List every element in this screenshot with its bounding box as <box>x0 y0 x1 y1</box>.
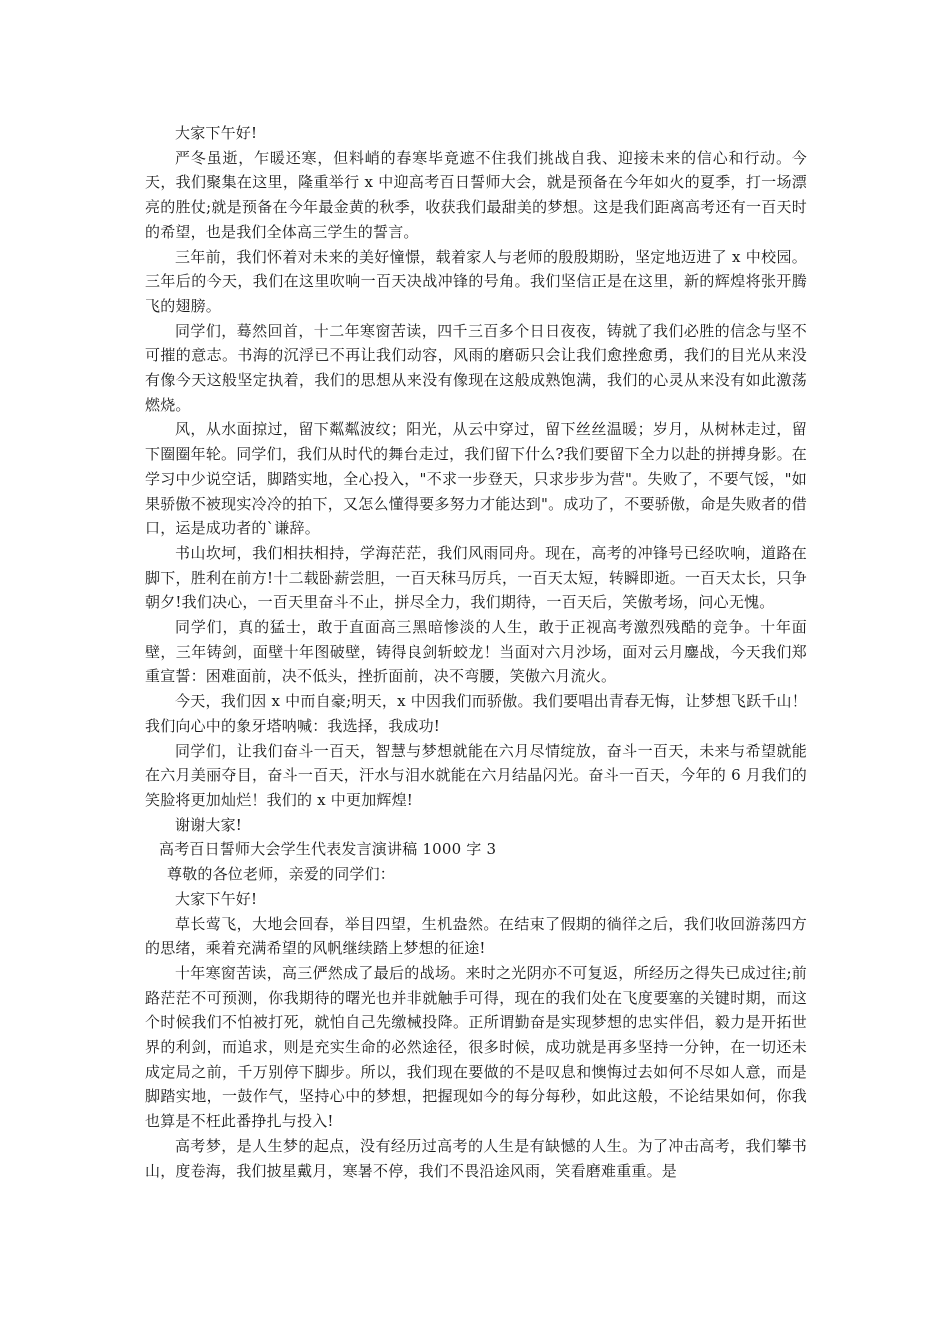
body-paragraph: 今天，我们因 x 中而自豪;明天，x 中因我们而骄傲。我们要唱出青春无悔，让梦想飞跃千山！我们向心中的象牙塔呐喊：我选择，我成功! <box>145 692 807 735</box>
greeting-paragraph: 大家下午好! <box>175 124 258 142</box>
body-paragraph: 草长莺飞，大地会回春，举目四望，生机盎然。在结束了假期的徜徉之后，我们收回游荡四方的思绪，乘着充满希望的风帆继续踏上梦想的征途! <box>145 914 807 958</box>
body-paragraph: 同学们，让我们奋斗一百天，智慧与梦想就能在六月尽情绽放，奋斗一百天，未来与希望就能在六月美丽夺目，奋斗一百天，汗水与泪水就能在六月结晶闪光。奋斗一百天，今年的 6 月我们的笑脸将更加灿烂！我们的 x 中更加辉煌! <box>145 741 807 809</box>
body-paragraph: 同学们，真的猛士，敢于直面高三黑暗惨淡的人生，敢于正视高考激烈残酷的竞争。十年面壁，三年铸剑，面壁十年图破壁，铸得良剑斩蛟龙！当面对六月沙场，面对云月鏖战，今天我们郑重宣誓：困难面前，决不低头，挫折面前，决不弯腰，笑傲六月流火。 <box>145 618 807 686</box>
body-paragraph: 三年前，我们怀着对未来的美好憧憬，载着家人与老师的殷殷期盼，坚定地迈进了 x 中校园。三年后的今天，我们在这里吹响一百天决战冲锋的号角。我们坚信正是在这里，新的辉煌将张开腾飞的翅膀。 <box>145 247 807 315</box>
document-page <box>145 121 807 1183</box>
body-paragraph: 同学们，蓦然回首，十二年寒窗苦读，四千三百多个日日夜夜，铸就了我们必胜的信念与坚不可摧的意志。书海的沉浮已不再让我们动容，风雨的磨砺只会让我们愈挫愈勇，我们的目光从来没有像今天这般坚定执着，我们的思想从来没有像现在这般成熟饱满，我们的心灵从来没有如此激荡燃烧。 <box>145 321 807 414</box>
section-title: 高考百日誓师大会学生代表发言演讲稿 1000 字 3 <box>159 840 497 859</box>
body-paragraph: 十年寒窗苦读，高三俨然成了最后的战场。来时之光阴亦不可复返，所经历之得失已成过往;前路茫茫不可预测，你我期待的曙光也并非就触手可得，现在的我们处在飞度要塞的关键时期，而这个时候我们不怕被打死，就怕自己先缴械投降。正所谓勤奋是实现梦想的忠实伴侣，毅力是开拓世界的利剑，而追求，则是充实生命的必然途径，很多时候，成功就是再多坚持一分钟，在一切还未成定局之前，千万别停下脚步。所以，我们现在要做的不是叹息和懊悔过去如何不尽如人意，而是脚踏实地，一鼓作气，坚持心中的梦想，把握现如今的每分每秒，如此这般，不论结果如何，你我也算是不枉此番挣扎与投入! <box>145 963 807 1131</box>
body-paragraph: 书山坎坷，我们相扶相持，学海茫茫，我们风雨同舟。现在，高考的冲锋号已经吹响，道路在脚下，胜利在前方!十二载卧薪尝胆，一百天秣马厉兵，一百天太短，转瞬即逝。一百天太长，只争朝夕!我们决心，一百天里奋斗不止，拼尽全力，我们期待，一百天后，笑傲考场，问心无愧。 <box>145 543 807 612</box>
salutation: 尊敬的各位老师，亲爱的同学们： <box>167 865 396 884</box>
body-paragraph: 风，从水面掠过，留下粼粼波纹；阳光，从云中穿过，留下丝丝温暖；岁月，从树林走过，留下圈圈年轮。同学们，我们从时代的舞台走过，我们留下什么?我们要留下全力以赴的拼搏身影。在学习中少说空话，脚踏实地，全心投入，"不求一步登天，只求步步为营"。失败了，不要气馁，"如果骄傲不被现实冷冷的拍下，又怎么懂得要多努力才能达到"。成功了，不要骄傲，命是失败者的借口，运是成功者的`谦辞。 <box>145 420 807 538</box>
greeting-paragraph: 大家下午好! <box>175 889 258 908</box>
body-paragraph: 高考梦，是人生梦的起点，没有经历过高考的人生是有缺憾的人生。为了冲击高考，我们攀书山，度卷海，我们披星戴月，寒暑不停，我们不畏沿途风雨，笑看磨难重重。是 <box>145 1136 807 1180</box>
body-paragraph: 严冬虽逝，乍暖还寒，但料峭的春寒毕竟遮不住我们挑战自我、迎接未来的信心和行动。今天，我们聚集在这里，隆重举行 x 中迎高考百日誓师大会，就是预备在今年如火的夏季，打一场漂亮的胜仗;就是预备在今年最金黄的秋季，收获我们最甜美的梦想。这是我们距离高考还有一百天时的希望，也是我们全体高三学生的誓言。 <box>145 148 807 241</box>
closing-paragraph: 谢谢大家! <box>175 815 243 834</box>
